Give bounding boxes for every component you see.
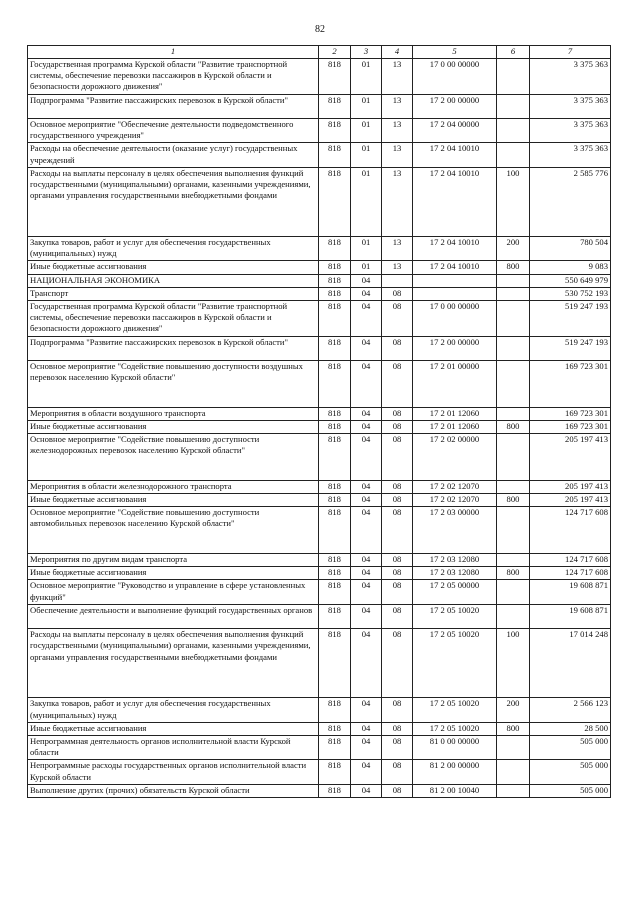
cell-amount: 505 000 [530,735,611,759]
cell-name: Выполнение других (прочих) обязательств Курской области [28,784,319,797]
page-number: 82 [315,24,325,35]
cell-section: 04 [351,567,382,580]
cell-subsection: 08 [382,360,413,407]
table-row [28,261,611,274]
cell-grbs: 818 [319,604,351,628]
table-header [28,46,611,59]
cell-grbs: 818 [319,336,351,360]
cell-amount: 124 717 608 [530,567,611,580]
table-row [28,735,611,759]
cell-grbs: 818 [319,480,351,493]
cell-section: 04 [351,336,382,360]
cell-subsection: 13 [382,167,413,236]
cell-section: 04 [351,760,382,784]
cell-grbs: 818 [319,300,351,336]
cell-amount: 17 014 248 [530,629,611,698]
cell-expense-type [497,735,530,759]
cell-name: Иные бюджетные ассигнования [28,722,319,735]
cell-section: 04 [351,507,382,554]
cell-section: 04 [351,494,382,507]
cell-amount: 169 723 301 [530,407,611,420]
cell-grbs: 818 [319,784,351,797]
cell-expense-type [497,507,530,554]
table-row [28,554,611,567]
cell-section: 01 [351,59,382,95]
cell-name: Иные бюджетные ассигнования [28,261,319,274]
cell-grbs: 818 [319,274,351,287]
cell-target-article: 17 2 00 00000 [413,94,497,118]
cell-target-article: 17 2 01 12060 [413,407,497,420]
cell-amount: 205 197 413 [530,434,611,481]
cell-expense-type [497,274,530,287]
table-row [28,567,611,580]
budget-table [27,45,611,798]
table-body [28,59,611,798]
table-row [28,336,611,360]
cell-grbs: 818 [319,760,351,784]
cell-expense-type [497,480,530,493]
cell-amount: 205 197 413 [530,480,611,493]
cell-subsection: 08 [382,434,413,481]
cell-amount: 519 247 193 [530,300,611,336]
cell-grbs: 818 [319,360,351,407]
cell-expense-type [497,360,530,407]
table-row [28,407,611,420]
cell-name: Иные бюджетные ассигнования [28,420,319,433]
cell-grbs: 818 [319,722,351,735]
header-col-2: 2 [319,46,351,59]
cell-expense-type: 200 [497,698,530,722]
cell-section: 04 [351,480,382,493]
cell-name: Государственная программа Курской области "Развитие транспортной системы, обеспечение перевозки пассажиров в Курской области и безопасности дорожного движения" [28,300,319,336]
cell-subsection: 08 [382,407,413,420]
cell-expense-type: 100 [497,167,530,236]
table-row [28,300,611,336]
header-col-7: 7 [530,46,611,59]
cell-subsection [382,274,413,287]
cell-grbs: 818 [319,567,351,580]
header-col-4: 4 [382,46,413,59]
cell-target-article: 17 2 00 00000 [413,336,497,360]
table-row [28,580,611,604]
cell-expense-type: 200 [497,236,530,260]
table-row [28,236,611,260]
cell-amount: 124 717 608 [530,507,611,554]
cell-expense-type: 800 [497,494,530,507]
cell-target-article: 17 2 05 00000 [413,580,497,604]
table-row [28,604,611,628]
cell-grbs: 818 [319,434,351,481]
cell-subsection: 08 [382,287,413,300]
cell-name: Основное мероприятие "Содействие повышению доступности автомобильных перевозок населению Курской области" [28,507,319,554]
cell-section: 04 [351,604,382,628]
cell-name: Обеспечение деятельности и выполнение функций государственных органов [28,604,319,628]
cell-name: Иные бюджетные ассигнования [28,494,319,507]
cell-section: 04 [351,784,382,797]
cell-name: Расходы на обеспечение деятельности (оказание услуг) государственных учреждений [28,143,319,167]
cell-name: Иные бюджетные ассигнования [28,567,319,580]
cell-amount: 505 000 [530,784,611,797]
cell-target-article [413,287,497,300]
cell-name: Непрограммные расходы государственных органов исполнительной власти Курской области [28,760,319,784]
cell-subsection: 08 [382,480,413,493]
cell-expense-type [497,287,530,300]
cell-section: 04 [351,407,382,420]
cell-amount: 9 083 [530,261,611,274]
table-row [28,434,611,481]
cell-grbs: 818 [319,167,351,236]
cell-name: Мероприятия в области воздушного транспорта [28,407,319,420]
cell-target-article: 17 2 04 10010 [413,236,497,260]
table-row [28,167,611,236]
cell-section: 04 [351,300,382,336]
cell-section: 04 [351,722,382,735]
cell-expense-type: 100 [497,629,530,698]
cell-subsection: 08 [382,494,413,507]
header-col-1: 1 [28,46,319,59]
cell-name: Непрограммная деятельность органов исполнительной власти Курской области [28,735,319,759]
cell-grbs: 818 [319,698,351,722]
cell-amount: 3 375 363 [530,59,611,95]
cell-section: 04 [351,580,382,604]
cell-grbs: 818 [319,236,351,260]
cell-target-article: 17 2 02 12070 [413,494,497,507]
cell-expense-type: 800 [497,261,530,274]
cell-name: Расходы на выплаты персоналу в целях обеспечения выполнения функций государственными (муниципальными) органами, казенными учреждениями, органами управления государственными внебюджетными фондами [28,167,319,236]
cell-amount: 28 500 [530,722,611,735]
table-row [28,274,611,287]
cell-section: 04 [351,274,382,287]
table-row [28,360,611,407]
cell-amount: 550 649 979 [530,274,611,287]
cell-grbs: 818 [319,59,351,95]
cell-section: 01 [351,143,382,167]
cell-subsection: 13 [382,143,413,167]
cell-target-article: 17 2 04 10010 [413,167,497,236]
table-row [28,494,611,507]
cell-section: 04 [351,287,382,300]
header-col-3: 3 [351,46,382,59]
cell-section: 04 [351,434,382,481]
cell-amount: 3 375 363 [530,118,611,142]
table-row [28,420,611,433]
cell-amount: 2 566 123 [530,698,611,722]
cell-target-article: 17 2 05 10020 [413,722,497,735]
cell-name: Основное мероприятие "Содействие повышению доступности железнодорожных перевозок населению Курской области" [28,434,319,481]
table-row [28,287,611,300]
cell-subsection: 08 [382,420,413,433]
cell-amount: 19 608 871 [530,604,611,628]
table-row [28,118,611,142]
cell-name: Основное мероприятие "Руководство и управление в сфере установленных функций" [28,580,319,604]
cell-subsection: 08 [382,554,413,567]
cell-expense-type: 800 [497,567,530,580]
cell-subsection: 08 [382,580,413,604]
cell-expense-type: 800 [497,420,530,433]
cell-subsection: 08 [382,760,413,784]
cell-grbs: 818 [319,735,351,759]
cell-amount: 780 504 [530,236,611,260]
cell-section: 01 [351,261,382,274]
cell-subsection: 08 [382,507,413,554]
cell-subsection: 08 [382,629,413,698]
cell-amount: 505 000 [530,760,611,784]
cell-grbs: 818 [319,407,351,420]
table-row [28,507,611,554]
cell-name: Мероприятия по другим видам транспорта [28,554,319,567]
cell-amount: 519 247 193 [530,336,611,360]
cell-expense-type [497,407,530,420]
cell-grbs: 818 [319,554,351,567]
table-row [28,143,611,167]
cell-amount: 169 723 301 [530,360,611,407]
cell-amount: 3 375 363 [530,94,611,118]
cell-expense-type [497,94,530,118]
cell-subsection: 13 [382,118,413,142]
cell-section: 04 [351,554,382,567]
table-row [28,59,611,95]
cell-target-article: 17 2 03 00000 [413,507,497,554]
cell-target-article: 17 0 00 00000 [413,59,497,95]
cell-name: Мероприятия в области железнодорожного транспорта [28,480,319,493]
cell-expense-type [497,300,530,336]
cell-amount: 169 723 301 [530,420,611,433]
cell-name: НАЦИОНАЛЬНАЯ ЭКОНОМИКА [28,274,319,287]
cell-target-article: 17 2 04 00000 [413,118,497,142]
cell-amount: 3 375 363 [530,143,611,167]
cell-target-article [413,274,497,287]
cell-section: 04 [351,420,382,433]
table-row [28,698,611,722]
cell-target-article: 81 2 00 00000 [413,760,497,784]
cell-subsection: 08 [382,698,413,722]
cell-name: Расходы на выплаты персоналу в целях обеспечения выполнения функций государственными (муниципальными) органами, казенными учреждениями, органами управления государственными внебюджетными фондами [28,629,319,698]
cell-expense-type [497,143,530,167]
cell-grbs: 818 [319,507,351,554]
cell-name: Подпрограмма "Развитие пассажирских перевозок в Курской области" [28,94,319,118]
cell-amount: 2 585 776 [530,167,611,236]
cell-grbs: 818 [319,287,351,300]
cell-target-article: 17 2 05 10020 [413,698,497,722]
cell-expense-type [497,580,530,604]
cell-subsection: 08 [382,336,413,360]
table-row [28,760,611,784]
cell-grbs: 818 [319,494,351,507]
cell-name: Закупка товаров, работ и услуг для обеспечения государственных (муниципальных) нужд [28,698,319,722]
cell-name: Основное мероприятие "Содействие повышению доступности воздушных перевозок населению Курской области" [28,360,319,407]
cell-section: 01 [351,167,382,236]
header-row [28,46,611,59]
cell-target-article: 17 2 05 10020 [413,629,497,698]
cell-grbs: 818 [319,580,351,604]
cell-subsection: 08 [382,604,413,628]
table-row [28,629,611,698]
cell-target-article: 17 2 04 10010 [413,143,497,167]
cell-target-article: 17 2 01 12060 [413,420,497,433]
cell-subsection: 08 [382,784,413,797]
cell-target-article: 81 2 00 10040 [413,784,497,797]
cell-name: Подпрограмма "Развитие пассажирских перевозок в Курской области" [28,336,319,360]
cell-expense-type [497,59,530,95]
cell-subsection: 08 [382,735,413,759]
cell-target-article: 17 0 00 00000 [413,300,497,336]
cell-section: 01 [351,118,382,142]
header-col-6: 6 [497,46,530,59]
table-row [28,722,611,735]
cell-expense-type [497,760,530,784]
cell-grbs: 818 [319,143,351,167]
cell-section: 01 [351,236,382,260]
cell-grbs: 818 [319,629,351,698]
cell-target-article: 17 2 02 00000 [413,434,497,481]
cell-target-article: 17 2 05 10020 [413,604,497,628]
cell-amount: 124 717 608 [530,554,611,567]
cell-subsection: 08 [382,300,413,336]
cell-amount: 530 752 193 [530,287,611,300]
cell-grbs: 818 [319,420,351,433]
cell-name: Основное мероприятие "Обеспечение деятельности подведомственного государственного учреждения" [28,118,319,142]
cell-expense-type [497,554,530,567]
cell-subsection: 08 [382,567,413,580]
cell-grbs: 818 [319,94,351,118]
cell-section: 01 [351,94,382,118]
cell-target-article: 17 2 03 12080 [413,567,497,580]
cell-expense-type [497,604,530,628]
cell-expense-type [497,336,530,360]
cell-grbs: 818 [319,118,351,142]
cell-amount: 19 608 871 [530,580,611,604]
cell-target-article: 17 2 03 12080 [413,554,497,567]
cell-target-article: 17 2 02 12070 [413,480,497,493]
cell-section: 04 [351,698,382,722]
cell-section: 04 [351,735,382,759]
cell-section: 04 [351,360,382,407]
cell-expense-type [497,118,530,142]
cell-subsection: 13 [382,59,413,95]
cell-name: Транспорт [28,287,319,300]
cell-expense-type: 800 [497,722,530,735]
cell-name: Закупка товаров, работ и услуг для обеспечения государственных (муниципальных) нужд [28,236,319,260]
cell-subsection: 13 [382,261,413,274]
cell-grbs: 818 [319,261,351,274]
table-row [28,480,611,493]
cell-expense-type [497,434,530,481]
cell-subsection: 13 [382,236,413,260]
cell-expense-type [497,784,530,797]
cell-subsection: 13 [382,94,413,118]
cell-target-article: 17 2 01 00000 [413,360,497,407]
cell-target-article: 17 2 04 10010 [413,261,497,274]
cell-subsection: 08 [382,722,413,735]
cell-name: Государственная программа Курской области "Развитие транспортной системы, обеспечение перевозки пассажиров в Курской области и безопасности дорожного движения" [28,59,319,95]
cell-target-article: 81 0 00 00000 [413,735,497,759]
header-col-5: 5 [413,46,497,59]
cell-amount: 205 197 413 [530,494,611,507]
cell-section: 04 [351,629,382,698]
table-row [28,784,611,797]
table-row [28,94,611,118]
